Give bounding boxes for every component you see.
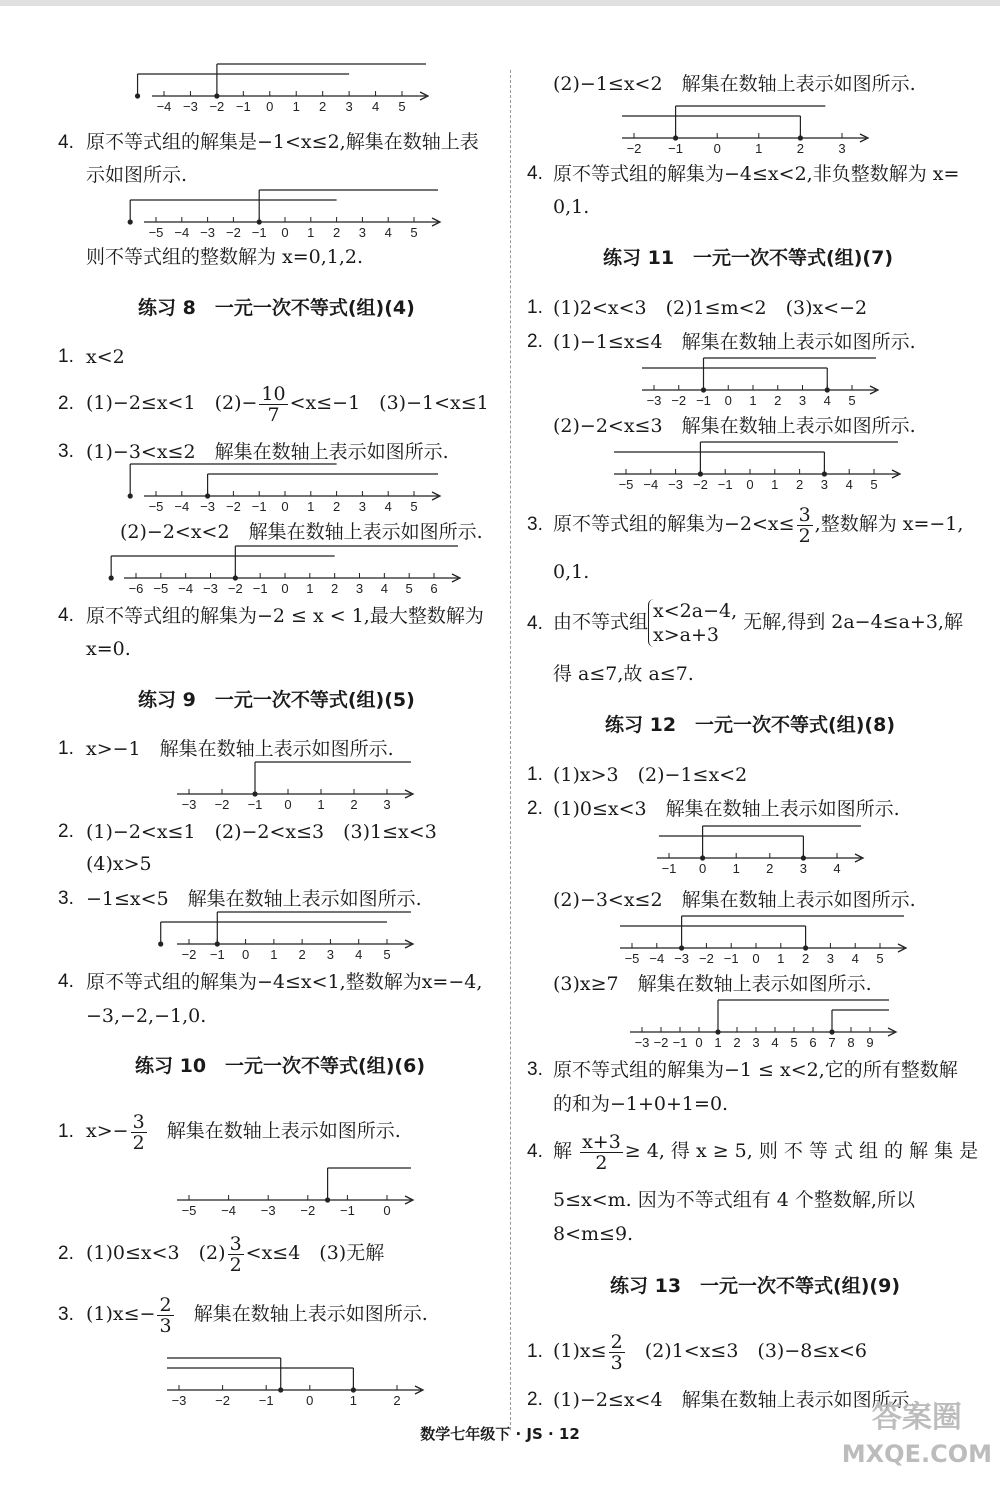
number-line [175,1160,415,1220]
fraction: $\frac{2}{3}$ [610,1330,623,1374]
endpoint-dot [325,1197,330,1202]
answer-text: 的和为−1+0+1=0. [553,1093,729,1115]
endpoint-dot [278,1387,283,1392]
tick-label: −1 [251,499,267,514]
tick-label: 2 [319,99,327,114]
answer-text: (1)−1≤x≤4 解集在数轴上表示如图所示. [553,331,916,353]
tick-label: −1 [252,581,268,596]
inequality-system: x<2a−4, x>a+3 [648,599,737,647]
tick-label: 2 [332,225,341,240]
endpoint-dot [257,219,262,224]
answer-text: 原不等式组的解集为−2 ≤ x < 1,最大整数解为 [86,605,484,627]
tick-label: 8 [847,1035,855,1050]
tick-label: −2 [209,99,225,114]
answer-text: (1)−2≤x<1 (2)− $\frac{10}{7}$ <x≤−1 (3)−1<x≤1 [86,382,489,426]
tick-label: 3 [358,225,367,240]
tick-label: −4 [649,951,665,966]
tick-label: −1 [717,477,733,492]
tick-label: 1 [777,951,785,966]
endpoint-dot [701,387,706,392]
tick-label: 0 [266,99,274,114]
endpoint-dot [215,941,220,946]
endpoint-dot [679,945,684,950]
tick-label: −1 [723,951,739,966]
number-line [612,444,902,494]
tick-label: −3 [200,499,216,514]
tick-label: 3 [826,951,835,966]
tick-label: 2 [332,499,341,514]
tick-label: 2 [733,1035,741,1050]
tick-label: 3 [355,581,364,596]
tick-label: −5 [153,581,169,596]
tick-label: 2 [801,951,810,966]
tick-label: 4 [384,225,392,240]
number-line [618,918,908,968]
tick-label: −1 [235,99,251,114]
tick-label: 5 [405,581,413,596]
number-line [142,466,442,516]
tick-label: 4 [845,477,853,492]
tick-label: 1 [732,861,740,876]
tick-label: 3 [345,99,353,114]
tick-label: −5 [148,499,164,514]
page-footer: 数学七年级下 · JS · 12 [420,1425,580,1443]
tick-label: 1 [349,1393,358,1408]
tick-label: −1 [339,1203,355,1218]
tick-label: 5 [383,947,391,962]
tick-label: 5 [870,477,878,492]
section-title: 练习 10 一元一次不等式(组)(6) [135,1055,426,1077]
item-number: 3. [527,514,543,535]
answer-text: 由不等式组 x<2a−4, x>a+3 无解,得到 2a−4≤a+3,解 [553,600,963,646]
tick-label: −4 [178,581,194,596]
tick-label: −2 [692,477,708,492]
tick-label: 2 [795,477,804,492]
item-number: 1. [58,738,74,759]
tick-label: −3 [260,1203,276,1218]
tick-label: −2 [698,951,714,966]
tick-label: 5 [848,393,856,408]
answer-text: 原不等式组的解集为−2<x≤ $\frac{3}{2}$ ,整数解为 x=−1, [553,503,964,547]
item-number: 3. [58,441,74,462]
number-line [620,108,870,158]
tick-label: 3 [383,797,391,812]
item-number: 3. [58,1304,74,1325]
endpoint-dot [801,855,806,860]
endpoint-dot [673,135,678,140]
tick-label: −3 [646,393,662,408]
tick-label: 0 [698,861,707,876]
tick-label: 0 [281,225,289,240]
answer-text: x>− $\frac{3}{2}$ 解集在数轴上表示如图所示. [86,1110,401,1154]
answer-text: 原不等式组的解集为−4≤x<1,整数解为x=−4, [86,971,483,993]
item-number: 4. [527,163,543,184]
item-number: 2. [58,393,74,414]
section-title: 练习 11 一元一次不等式(组)(7) [603,247,894,269]
tick-label: 0 [713,141,721,156]
item-number: 4. [527,613,543,634]
tick-label: 5 [410,499,418,514]
tick-label: 1 [317,797,325,812]
tick-label: 9 [866,1035,874,1050]
tick-label: 5 [790,1035,798,1050]
tick-label: 2 [774,393,782,408]
tick-label: 0 [695,1035,703,1050]
endpoint-dot [158,941,163,946]
section-title: 练习 12 一元一次不等式(组)(8) [605,714,896,736]
item-number: 1. [527,764,543,785]
endpoint-dot [803,945,808,950]
endpoint-dot [233,575,238,580]
answer-text: (3)x≥7 解集在数轴上表示如图所示. [553,973,872,995]
item-number: 4. [58,605,74,626]
section-title: 练习 13 一元一次不等式(组)(9) [610,1275,901,1297]
watermark-logo: 答案圈 MXQE.COM [841,1400,992,1468]
tick-label: 4 [771,1035,779,1050]
tick-label: −2 [214,797,230,812]
fraction: $\frac{2}{3}$ [159,1293,172,1337]
item-number: 4. [58,971,74,992]
section-title: 练习 8 一元一次不等式(组)(4) [138,297,415,319]
tick-label: −2 [227,581,243,596]
item-number: 1. [527,297,543,318]
answer-text: 5≤x<m. 因为不等式组有 4 个整数解,所以 [553,1189,915,1211]
tick-label: 1 [755,141,763,156]
tick-label: −1 [247,797,263,812]
tick-label: 4 [384,499,392,514]
fraction: $\frac{3}{2}$ [132,1110,145,1154]
tick-label: 0 [241,947,250,962]
endpoint-dot [825,387,830,392]
tick-label: 0 [746,477,754,492]
answer-text: 解 $\frac{x+3}{2}$ ≥ 4, 得 x ≥ 5, 则 不 等 式 组 的 解 集 是 [553,1130,979,1174]
tick-label: −6 [128,581,144,596]
item-number: 2. [527,1389,543,1410]
tick-label: −2 [215,1393,231,1408]
endpoint-dot [700,855,705,860]
fraction: $\frac{10}{7}$ [261,382,286,426]
tick-label: −4 [643,477,659,492]
tick-label: −3 [668,477,684,492]
item-number: 1. [58,1121,74,1142]
answer-text: 则不等式组的整数解为 x=0,1,2. [86,246,364,268]
tick-label: 2 [298,947,306,962]
tick-label: 0 [724,393,732,408]
tick-label: −1 [258,1393,274,1408]
tick-label: 1 [292,99,300,114]
answer-text: (2)−2<x≤3 解集在数轴上表示如图所示. [553,415,916,437]
number-line [640,360,880,410]
tick-label: 6 [809,1035,817,1050]
endpoint-dot [698,471,703,476]
tick-label: 1 [307,499,315,514]
tick-label: 0 [284,797,292,812]
number-line [150,66,430,116]
item-number: 3. [58,888,74,909]
tick-label: −3 [171,1393,187,1408]
endpoint-dot [798,135,803,140]
tick-label: 4 [823,393,831,408]
tick-label: 1 [307,225,315,240]
number-line [628,1002,898,1052]
tick-label: −2 [653,1035,669,1050]
item-number: 2. [527,798,543,819]
answer-text: 示如图所示. [86,164,188,186]
item-number: 3. [527,1059,543,1080]
tick-label: 2 [331,581,339,596]
tick-label: 2 [766,861,774,876]
number-line [655,828,865,878]
tick-label: 0 [752,951,760,966]
tick-label: 1 [771,477,779,492]
tick-label: 3 [798,393,807,408]
tick-label: 3 [838,141,846,156]
item-number: 2. [527,331,543,352]
tick-label: −1 [661,861,677,876]
number-line [165,1345,425,1410]
tick-label: 5 [876,951,884,966]
tick-label: −2 [671,393,687,408]
endpoint-dot [829,1029,834,1034]
number-line [175,914,415,964]
answer-text: (1)−2≤x<4 解集在数轴上表示如图所示. [553,1389,916,1411]
answer-text: (1)x≤− $\frac{2}{3}$ 解集在数轴上表示如图所示. [86,1293,428,1337]
endpoint-dot [135,93,140,98]
tick-label: −4 [174,225,190,240]
fraction: $\frac{x+3}{2}$ [582,1130,621,1174]
tick-label: −1 [668,141,684,156]
answer-text: (1)−2<x≤1 (2)−2<x≤3 (3)1≤x<3 [86,821,437,843]
answer-text: x=0. [86,638,131,660]
tick-label: 2 [796,141,805,156]
tick-label: −2 [181,947,197,962]
tick-label: 1 [306,581,314,596]
answer-text: 得 a≤7,故 a≤7. [553,663,694,685]
tick-label: 1 [270,947,278,962]
tick-label: 3 [820,477,829,492]
answer-text: (1)x>3 (2)−1≤x<2 [553,764,748,786]
endpoint-dot [128,493,133,498]
tick-label: −5 [148,225,164,240]
tick-label: −3 [181,797,197,812]
tick-label: −5 [618,477,634,492]
tick-label: 4 [371,99,380,114]
answer-text: (2)−2<x<2 解集在数轴上表示如图所示. [120,521,483,543]
tick-label: 2 [350,797,358,812]
tick-label: 3 [326,947,335,962]
tick-label: 0 [281,581,289,596]
tick-label: −1 [209,947,225,962]
endpoint-dot [715,1029,720,1034]
item-number: 4. [58,132,74,153]
answer-text: 0,1. [553,196,590,218]
tick-label: −2 [225,225,241,240]
item-number: 1. [527,1341,543,1362]
tick-label: 1 [714,1035,722,1050]
tick-label: 2 [393,1393,401,1408]
tick-label: −2 [225,499,241,514]
tick-label: 3 [799,861,808,876]
number-line [142,192,442,242]
fraction: $\frac{3}{2}$ [798,503,811,547]
tick-label: −5 [624,951,640,966]
answer-text: (1)−3<x≤2 解集在数轴上表示如图所示. [86,441,449,463]
tick-label: 1 [749,393,757,408]
tick-label: −4 [174,499,190,514]
tick-label: 3 [752,1035,760,1050]
answer-text: 原不等式组的解集为−1 ≤ x<2,它的所有整数解 [553,1059,958,1081]
endpoint-dot [214,93,219,98]
tick-label: −5 [181,1203,197,1218]
item-number: 4. [527,1141,543,1162]
number-line [122,548,462,598]
answer-text: (1)0≤x<3 解集在数轴上表示如图所示. [553,798,900,820]
endpoint-dot [822,471,827,476]
tick-label: −4 [156,99,172,114]
tick-label: 0 [281,499,289,514]
answer-text: 0,1. [553,561,590,583]
tick-label: 4 [355,947,363,962]
endpoint-dot [128,219,133,224]
tick-label: 7 [828,1035,836,1050]
answer-text: (2)−1≤x<2 解集在数轴上表示如图所示. [553,73,916,95]
tick-label: 0 [306,1393,314,1408]
section-title: 练习 9 一元一次不等式(组)(5) [138,689,415,711]
answer-text: (4)x>5 [86,853,152,875]
answer-text: (1)x≤ $\frac{2}{3}$ (2)1<x≤3 (3)−8≤x<6 [553,1330,867,1374]
tick-label: −1 [672,1035,688,1050]
tick-label: 6 [430,581,438,596]
page-top-bar [0,0,1000,6]
answer-text: 原不等式组的解集为−4≤x<2,非负整数解为 x= [553,163,960,185]
answer-text: (1)2<x<3 (2)1≤m<2 (3)x<−2 [553,297,868,319]
endpoint-dot [205,493,210,498]
answer-text: 原不等式组的解集是−1<x≤2,解集在数轴上表 [86,131,479,153]
tick-label: 5 [398,99,406,114]
tick-label: 4 [833,861,841,876]
tick-label: −3 [634,1035,650,1050]
endpoint-dot [252,791,257,796]
answer-text: −3,−2,−1,0. [86,1005,207,1027]
tick-label: −3 [183,99,198,114]
column-divider [510,70,511,1430]
tick-label: 0 [383,1203,391,1218]
tick-label: 4 [851,951,859,966]
fraction: $\frac{3}{2}$ [229,1232,242,1276]
tick-label: −1 [251,225,267,240]
tick-label: 5 [410,225,418,240]
endpoint-dot [109,575,114,580]
tick-label: 4 [380,581,388,596]
item-number: 2. [58,1243,74,1264]
number-line [175,764,415,814]
tick-label: −1 [696,393,711,408]
answer-text: 8<m≤9. [553,1223,634,1245]
answer-text: (2)−3<x≤2 解集在数轴上表示如图所示. [553,889,916,911]
tick-label: −3 [200,225,216,240]
item-number: 1. [58,346,74,367]
tick-label: −4 [221,1203,237,1218]
answer-text: x<2 [86,346,125,368]
tick-label: −3 [203,581,218,596]
item-number: 2. [58,821,74,842]
tick-label: −2 [626,141,642,156]
endpoint-dot [351,1387,356,1392]
answer-text: −1≤x<5 解集在数轴上表示如图所示. [86,888,422,910]
tick-label: −3 [674,951,690,966]
answer-text: x>−1 解集在数轴上表示如图所示. [86,738,394,760]
tick-label: 3 [358,499,367,514]
tick-label: −2 [300,1203,316,1218]
answer-text: (1)0≤x<3 (2) $\frac{3}{2}$ <x≤4 (3)无解 [86,1232,385,1276]
